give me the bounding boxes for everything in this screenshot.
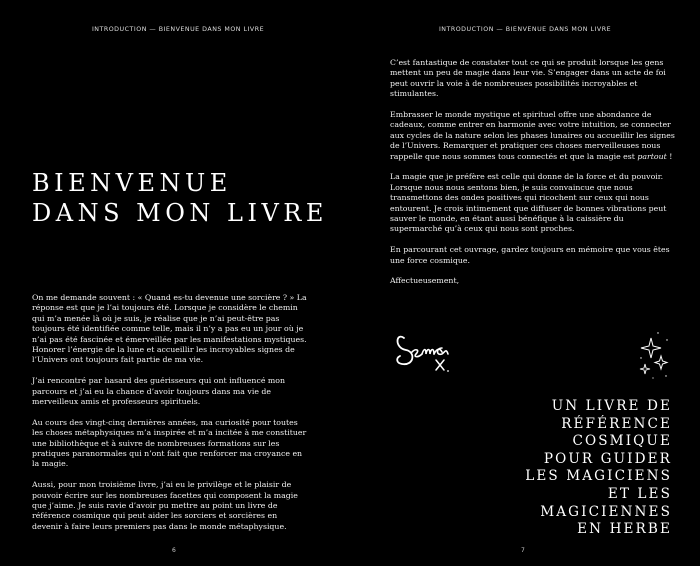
- left-paragraph-3: Au cours des vingt-cinq dernières années, ma curiosité pour toutes les choses métaphysiques m’a inspirée et m’a incitée à me constituer une bibliothèque et à suivre de nombreuses formations sur les pratiques paranormales qui n’ont fait que renforcer ma croyance en la magie.: [32, 417, 307, 469]
- left-paragraph-4: Aussi, pour mon troisième livre, j’ai eu le privilège et le plaisir de pouvoir écrire sur les nombreuses facettes qui composent la magie que j’aime. Je suis ravie d’avoir pu mettre au point un livre de référence cosmique qui peut aider les sorciers et sorcières en devenir à faire leurs premiers pas dans le monde métaphysique.: [32, 480, 298, 531]
- handwritten-signature: [392, 318, 472, 378]
- slogan-line-6: ET LES: [607, 485, 672, 502]
- slogan-line-7: MAGICIENNES: [540, 503, 672, 520]
- right-page: [350, 0, 700, 566]
- sparkle-stars-icon: [633, 330, 673, 382]
- right-paragraph-2: [390, 110, 675, 162]
- right-paragraph-3: La magie que je préfère est celle qui donne de la force et du pouvoir. Lorsque nous nous sentons bien, je suis convaincue que nous transmettons des ondes positives qui ricochent sur ceux qui nous entourent. Je crois intimement que diffuser de bonnes vibrations peut sauver le monde, en étant aussi bénéfique à la caissière du supermarché qu’à ceux qui nous sont proches.: [390, 172, 667, 234]
- slogan-line-4: POUR GUIDER: [543, 450, 672, 467]
- slogan-line-5: LES MAGICIENS: [525, 468, 672, 485]
- left-paragraph-1: On me demande souvent : « Quand es-tu devenue une sorcière ? » La réponse est que je l’ai toujours été. Lorsque je considère le chemin qui m’a menée là où je suis, je réalise que je n’ai peut-être pas toujours été identifiée comme telle, mais il n’y a pas eu un jour où je n’ai pas été fascinée et émerveillée par les manifestations mystiques. Honorer l’énergie de la lune et accueillir les incroyables signes de l’Univers ont toujours fait partie de ma vie.: [32, 293, 307, 365]
- left-paragraph-2: J’ai rencontré par hasard des guérisseurs qui ont influencé mon parcours et j’ai eu la chance d’avoir toujours dans ma vie de merveilleux amis et professeurs spirituels.: [32, 376, 286, 407]
- running-head-left: INTRODUCTION — BIENVENUE DANS MON LIVRE: [91, 26, 265, 33]
- chapter-title-line-1: BIENVENUE: [32, 169, 232, 197]
- right-paragraph-4: En parcourant cet ouvrage, gardez toujours en mémoire que vous êtes une force cosmique.: [390, 245, 670, 265]
- slogan-line-2: RÉFÉRENCE: [561, 415, 672, 432]
- page-number-left: 6: [172, 547, 176, 554]
- left-body-text: [32, 293, 308, 543]
- right-paragraph-2-end: !: [666, 151, 673, 161]
- closing-salutation: Affectueusement,: [390, 276, 460, 286]
- running-head-right: INTRODUCTION — BIENVENUE DANS MON LIVRE: [438, 26, 612, 33]
- page-number-right: 7: [521, 547, 525, 554]
- slogan: [525, 398, 672, 539]
- slogan-line-8: EN HERBE: [577, 521, 672, 538]
- right-body-text: [390, 58, 675, 297]
- right-paragraph-1: C’est fantastique de constater tout ce qui se produit lorsque les gens mettent un peu de magie dans leur vie. S’engager dans un acte de foi peut ouvrir la voie à de nombreuses possibilités incroyables et stimulantes.: [390, 58, 666, 99]
- chapter-title-line-2: DANS MON LIVRE: [32, 199, 328, 227]
- chapter-title: [32, 168, 328, 228]
- right-paragraph-2-text: Embrasser le monde mystique et spirituel offre une abondance de cadeaux, comme entrer en harmonie avec votre intuition, se connecter aux cycles de la nature selon les phases lunaires ou accueillir les signes de l’Univers. Remarquer et pratiquer ces choses merveilleuses nous rappelle que nous sommes tous connectés et que la magie est: [390, 110, 675, 161]
- slogan-line-3: COSMIQUE: [572, 433, 672, 450]
- emphasis-partout: partout: [637, 151, 667, 161]
- slogan-line-1: UN LIVRE DE: [551, 398, 672, 414]
